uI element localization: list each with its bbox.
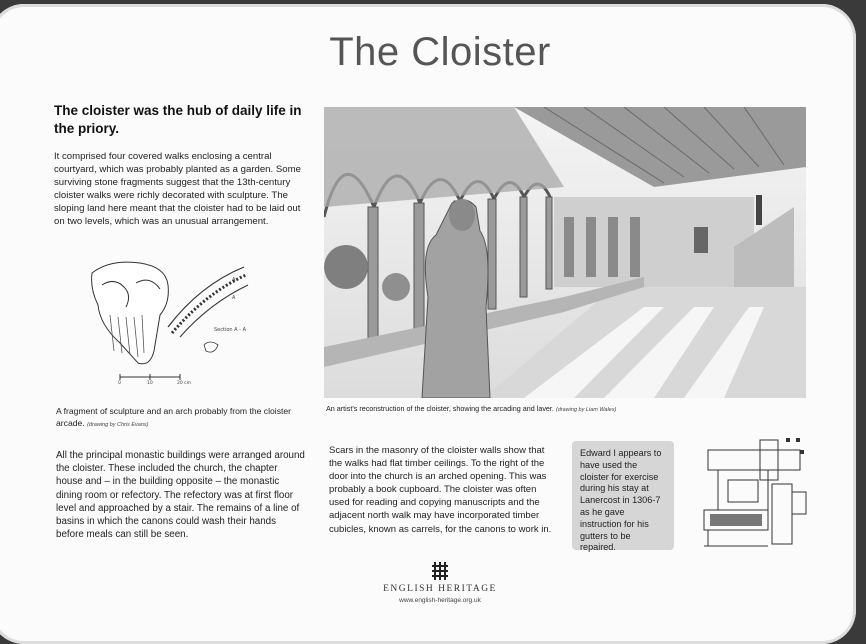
section-label: Section A - A (214, 327, 246, 333)
cloister-reconstruction-image (324, 107, 806, 398)
reconstruction-credit: (drawing by Liam Wales) (555, 407, 617, 413)
label-a-1: A (232, 277, 236, 283)
portcullis-logo-icon (430, 560, 450, 582)
scars-paragraph: Scars in the masonry of the cloister walls show that the walks had flat timber ceilings. To the right of the door into the church is an arched opening. This was probably a book cupboard. The cloister was often used for reading and copying manuscripts and the adjacent north walk may have incorporated timber cubicles, known as carrels, for the canons to work in. (329, 445, 552, 535)
page-title: The Cloister (329, 30, 551, 74)
fragment-caption-text: A fragment of sculpture and an arch probably from the cloister arcade. (56, 406, 292, 428)
priory-plan-drawing (700, 436, 810, 550)
scale-20: 20 cm (177, 381, 192, 385)
edward-text: Edward I appears to have used the cloister for exercise during his stay at Lanercost in 1306-7 as he gave instruction for his gutters to be repaired. (580, 448, 662, 553)
intro-paragraph: It comprised four covered walks enclosing a central courtyard, which was probably planted as a garden. Some surviving stone fragments suggest that the 13th-century cloister walks were richly decorated with sculpture. The sloping land here meant that the cloister had to be laid out on two levels, which was an unusual arrangement. (54, 151, 301, 227)
buildings-paragraph: All the principal monastic buildings were arranged around the cloister. These included the church, the chapter house and – in the building opposite – the monastic dining room or refectory. The refectory was at first floor level and approached by a stair. The remains of a line of basins in which the canons could wash their hands before meals can still be seen. (56, 450, 305, 541)
label-a-2: A (232, 295, 236, 301)
website-url: www.english-heritage.org.uk (399, 597, 481, 604)
scale-10: 10 (147, 381, 153, 385)
intro-heading: The cloister was the hub of daily life in the priory. (54, 103, 302, 136)
scale-0: 0 (118, 381, 121, 385)
sculpture-fragment-drawing (80, 255, 300, 385)
fragment-caption (56, 406, 306, 431)
fragment-credit: (drawing by Chris Evans) (87, 421, 149, 428)
edward-info-box (572, 441, 674, 553)
reconstruction-caption-text: An artist's reconstruction of the cloister, showing the arcading and laver. (326, 404, 554, 413)
brand-name: ENGLISH HERITAGE (383, 584, 497, 594)
reconstruction-caption (326, 404, 796, 413)
